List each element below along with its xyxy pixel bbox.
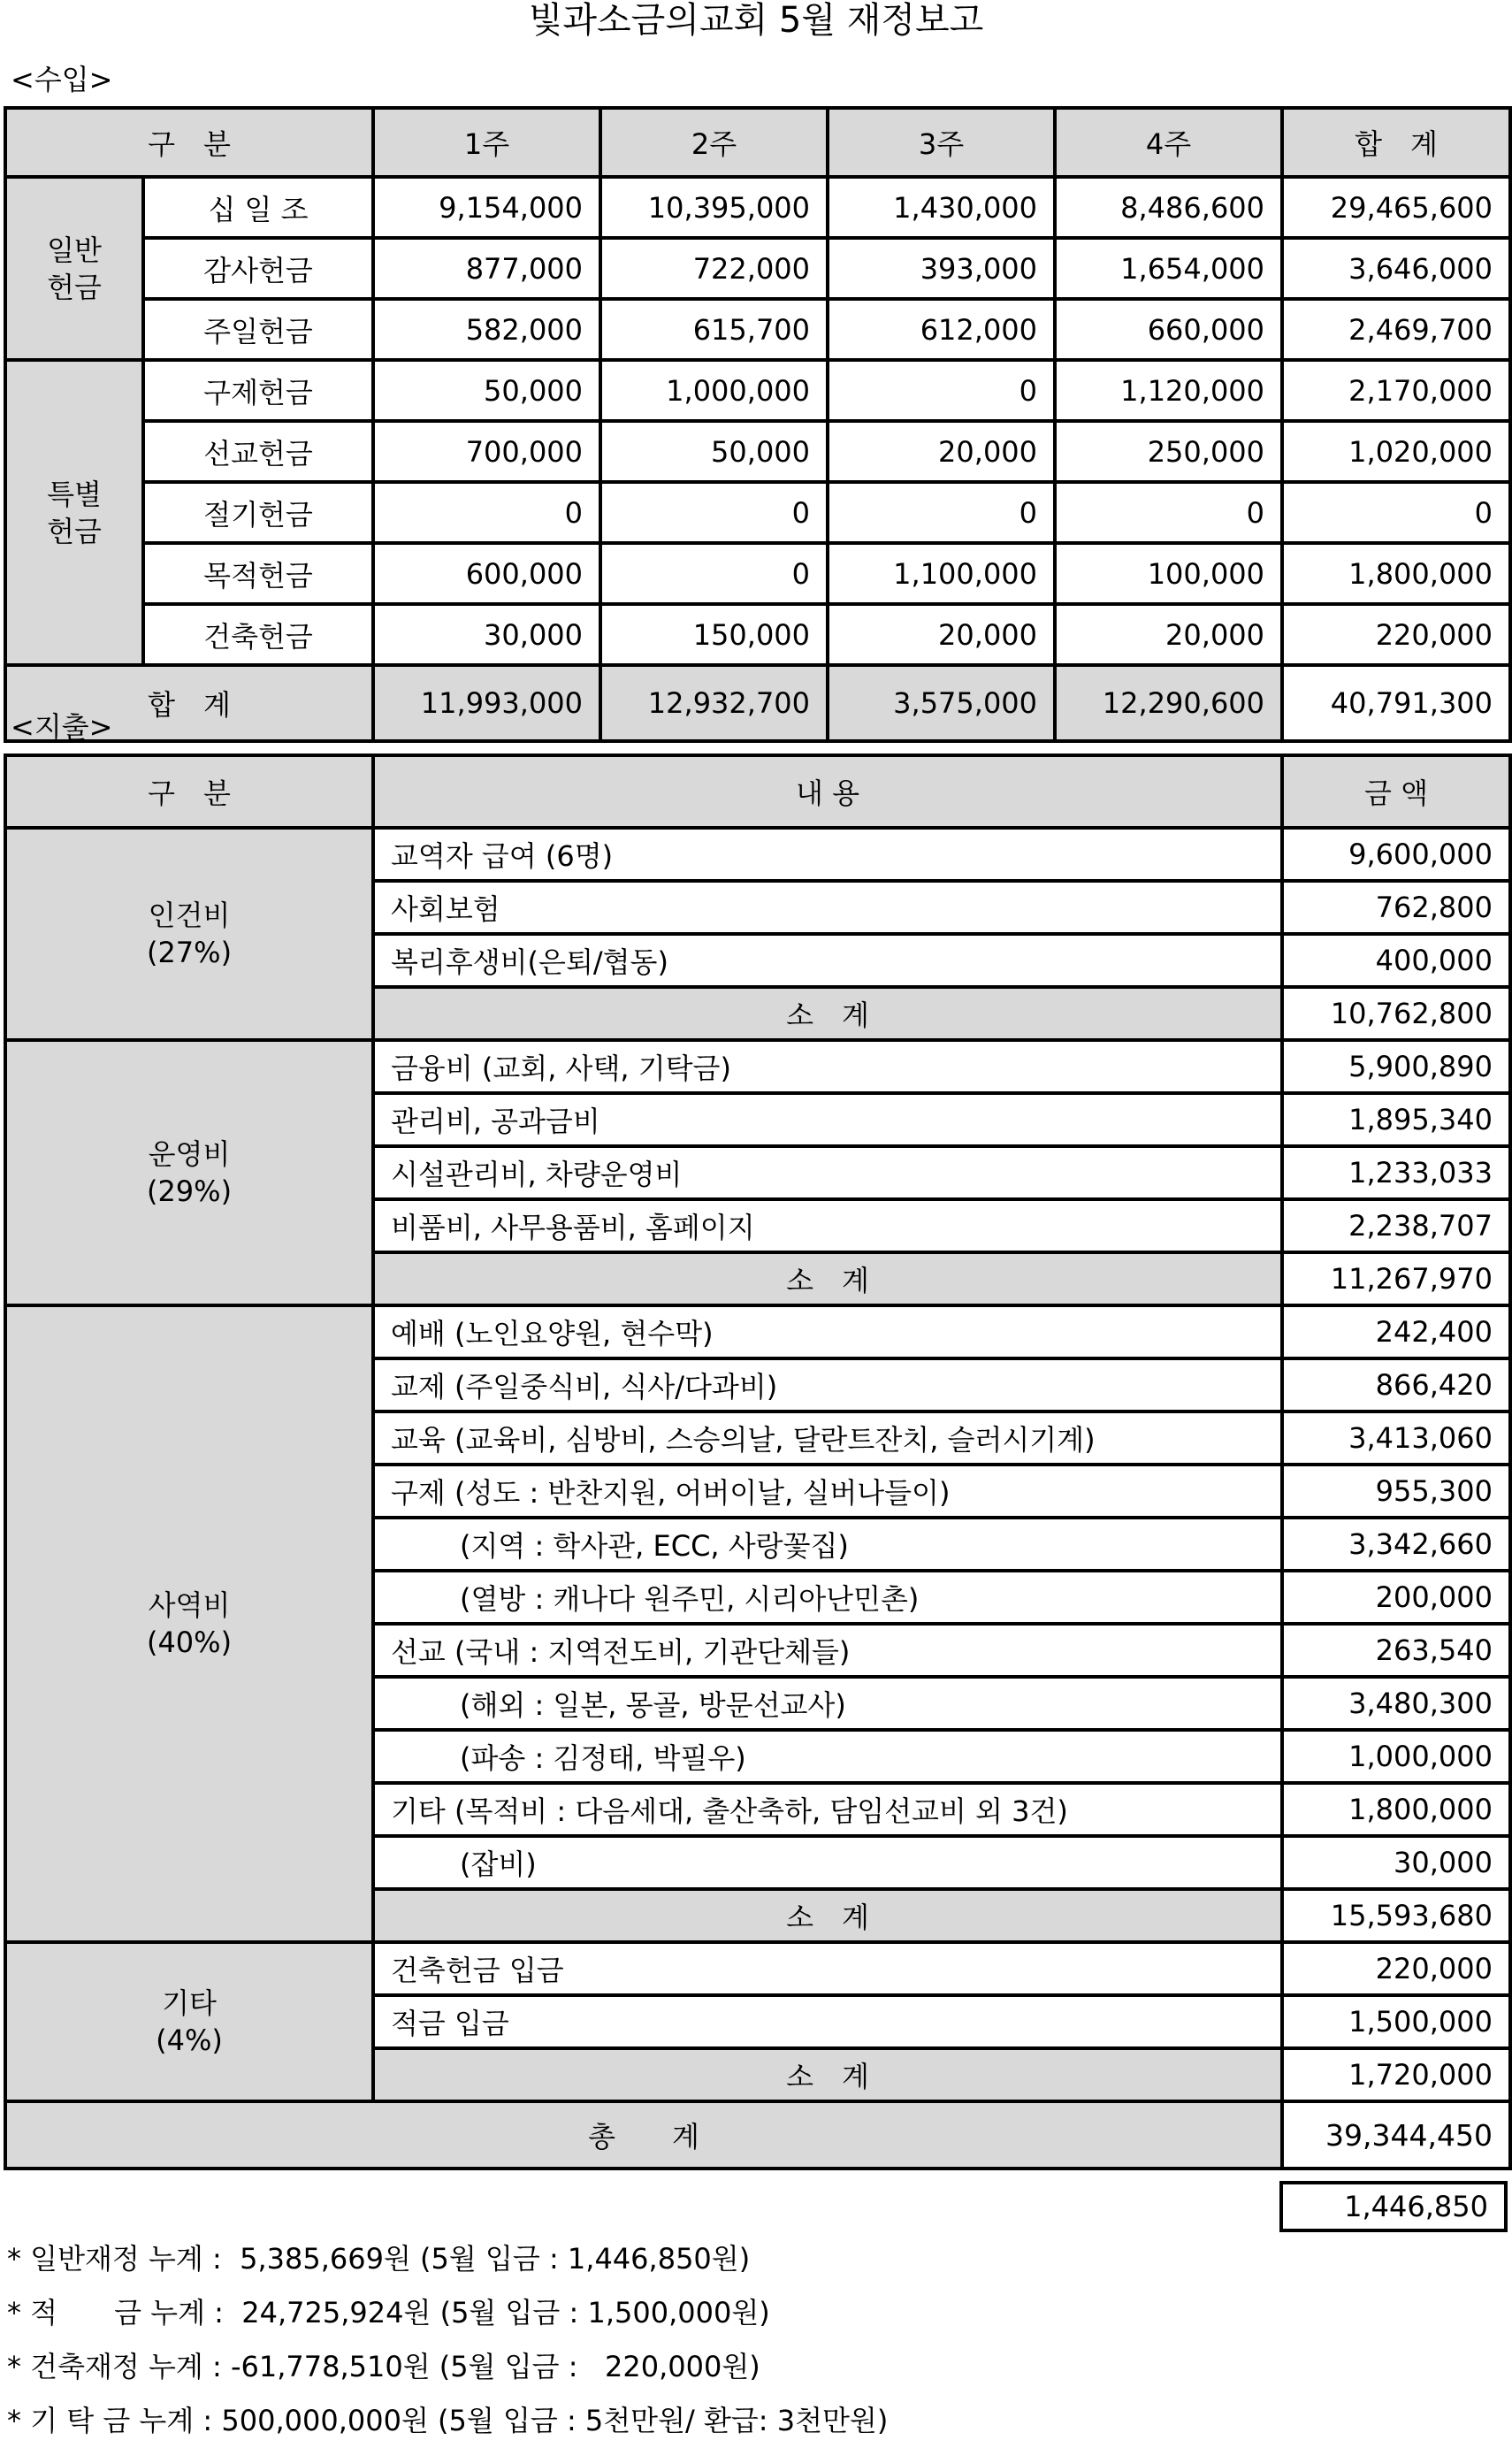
income-header-total: 합 계 <box>1282 108 1510 177</box>
income-row <box>5 421 1510 482</box>
income-row <box>5 177 1510 238</box>
note-building: * 건축재정 누계 : -61,778,510원 (5월 입금 : 220,000원) <box>7 2350 760 2383</box>
income-row-total: 2,469,700 <box>1282 299 1510 360</box>
income-header-w2: 2주 <box>600 108 828 177</box>
income-row <box>5 360 1510 421</box>
income-header-category: 구 분 <box>5 108 373 177</box>
expense-description: 교제 (주일중식비, 식사/다과비) <box>373 1358 1282 1411</box>
income-sum-w4: 12,290,600 <box>1055 665 1282 741</box>
income-row-total: 220,000 <box>1282 604 1510 665</box>
expense-subtotal-amount: 15,593,680 <box>1282 1889 1510 1942</box>
income-value-w2: 722,000 <box>600 238 828 299</box>
expense-description: (열방 : 캐나다 원주민, 시리아난민촌) <box>373 1571 1282 1624</box>
income-row <box>5 543 1510 604</box>
income-item-name: 십 일 조 <box>143 177 373 238</box>
expense-description: 복리후생비(은퇴/협동) <box>373 934 1282 987</box>
income-row <box>5 238 1510 299</box>
note-savings: * 적 금 누계 : 24,725,924원 (5월 입금 : 1,500,000원) <box>7 2296 770 2329</box>
note-deposit: * 기 탁 금 누계 : 500,000,000원 (5월 입금 : 5천만원/ 환급: 3천만원) <box>7 2404 889 2437</box>
expense-amount: 1,233,033 <box>1282 1146 1510 1199</box>
expense-group-label: 운영비 (29%) <box>5 1040 373 1305</box>
income-value-w1: 700,000 <box>373 421 600 482</box>
income-row-total: 3,646,000 <box>1282 238 1510 299</box>
income-item-name: 절기헌금 <box>143 482 373 543</box>
expense-subtotal-amount: 1,720,000 <box>1282 2048 1510 2101</box>
expense-header-content: 내 용 <box>373 755 1282 828</box>
expense-group-label: 기타 (4%) <box>5 1942 373 2101</box>
expense-group-label: 사역비 (40%) <box>5 1305 373 1942</box>
expense-description: 기타 (목적비 : 다음세대, 출산축하, 담임선교비 외 3건) <box>373 1783 1282 1836</box>
income-value-w2: 0 <box>600 482 828 543</box>
income-item-name: 선교헌금 <box>143 421 373 482</box>
expense-table <box>4 754 1512 2170</box>
notes <box>7 2232 888 2448</box>
page-title: 빛과소금의교회 5월 재정보고 <box>528 0 984 41</box>
income-row <box>5 299 1510 360</box>
income-row-total: 0 <box>1282 482 1510 543</box>
expense-section-label: <지출> <box>11 710 113 744</box>
expense-description: 교육 (교육비, 심방비, 스승의날, 달란트잔치, 슬러시기계) <box>373 1411 1282 1465</box>
expense-amount: 263,540 <box>1282 1624 1510 1677</box>
expense-amount: 1,500,000 <box>1282 1995 1510 2048</box>
income-header-w3: 3주 <box>828 108 1055 177</box>
expense-description: 금융비 (교회, 사택, 기탁금) <box>373 1040 1282 1093</box>
expense-amount: 866,420 <box>1282 1358 1510 1411</box>
expense-grand-total-amount: 39,344,450 <box>1282 2101 1510 2169</box>
note-general: * 일반재정 누계 : 5,385,669원 (5월 입금 : 1,446,850원) <box>7 2242 751 2276</box>
income-value-w2: 50,000 <box>600 421 828 482</box>
expense-amount: 400,000 <box>1282 934 1510 987</box>
expense-amount: 955,300 <box>1282 1465 1510 1518</box>
expense-amount: 2,238,707 <box>1282 1199 1510 1252</box>
income-value-w1: 0 <box>373 482 600 543</box>
expense-header-category: 구 분 <box>5 755 373 828</box>
income-value-w4: 0 <box>1055 482 1282 543</box>
income-section-label: <수입> <box>11 63 113 96</box>
income-value-w3: 20,000 <box>828 604 1055 665</box>
expense-subtotal-label: 소 계 <box>373 1252 1282 1305</box>
expense-amount: 762,800 <box>1282 881 1510 934</box>
income-value-w3: 1,430,000 <box>828 177 1055 238</box>
income-value-w4: 8,486,600 <box>1055 177 1282 238</box>
income-sum-w2: 12,932,700 <box>600 665 828 741</box>
expense-amount: 5,900,890 <box>1282 1040 1510 1093</box>
expense-description: 건축헌금 입금 <box>373 1942 1282 1995</box>
expense-description: (잡비) <box>373 1836 1282 1889</box>
income-item-name: 감사헌금 <box>143 238 373 299</box>
income-value-w3: 1,100,000 <box>828 543 1055 604</box>
expense-description: (해외 : 일본, 몽골, 방문선교사) <box>373 1677 1282 1730</box>
income-value-w4: 100,000 <box>1055 543 1282 604</box>
expense-row <box>5 1942 1510 1995</box>
expense-description: 예배 (노인요양원, 현수막) <box>373 1305 1282 1358</box>
expense-row <box>5 1305 1510 1358</box>
income-sum-row <box>5 665 1510 741</box>
balance-box: 1,446,850 <box>1279 2181 1508 2232</box>
income-header-w1: 1주 <box>373 108 600 177</box>
income-item-name: 목적헌금 <box>143 543 373 604</box>
income-value-w3: 0 <box>828 360 1055 421</box>
income-value-w3: 612,000 <box>828 299 1055 360</box>
income-row-total: 2,170,000 <box>1282 360 1510 421</box>
expense-description: 시설관리비, 차량운영비 <box>373 1146 1282 1199</box>
expense-grand-total-row <box>5 2101 1510 2169</box>
income-value-w4: 1,120,000 <box>1055 360 1282 421</box>
expense-amount: 30,000 <box>1282 1836 1510 1889</box>
income-value-w1: 9,154,000 <box>373 177 600 238</box>
income-item-name: 주일헌금 <box>143 299 373 360</box>
income-sum-label: 합 계 <box>5 665 373 741</box>
income-row-total: 29,465,600 <box>1282 177 1510 238</box>
income-value-w4: 1,654,000 <box>1055 238 1282 299</box>
expense-description: 구제 (성도 : 반찬지원, 어버이날, 실버나들이) <box>373 1465 1282 1518</box>
income-row <box>5 482 1510 543</box>
expense-description: 사회보험 <box>373 881 1282 934</box>
expense-description: 적금 입금 <box>373 1995 1282 2048</box>
expense-description: (파송 : 김정태, 박필우) <box>373 1730 1282 1783</box>
expense-amount: 3,342,660 <box>1282 1518 1510 1571</box>
expense-description: 선교 (국내 : 지역전도비, 기관단체들) <box>373 1624 1282 1677</box>
income-value-w4: 250,000 <box>1055 421 1282 482</box>
income-group-label: 일반 헌금 <box>5 177 143 360</box>
income-value-w4: 660,000 <box>1055 299 1282 360</box>
income-header-row <box>5 108 1510 177</box>
expense-amount: 1,000,000 <box>1282 1730 1510 1783</box>
expense-grand-total-label: 총 계 <box>5 2101 1282 2169</box>
income-value-w1: 600,000 <box>373 543 600 604</box>
expense-header-amount: 금 액 <box>1282 755 1510 828</box>
expense-subtotal-label: 소 계 <box>373 987 1282 1040</box>
income-group-label: 특별 헌금 <box>5 360 143 665</box>
expense-amount: 242,400 <box>1282 1305 1510 1358</box>
expense-subtotal-amount: 10,762,800 <box>1282 987 1510 1040</box>
expense-description: 비품비, 사무용품비, 홈페이지 <box>373 1199 1282 1252</box>
income-value-w3: 0 <box>828 482 1055 543</box>
expense-group-label: 인건비 (27%) <box>5 828 373 1040</box>
income-sum-w3: 3,575,000 <box>828 665 1055 741</box>
expense-row <box>5 1040 1510 1093</box>
expense-subtotal-label: 소 계 <box>373 1889 1282 1942</box>
income-value-w2: 615,700 <box>600 299 828 360</box>
income-value-w3: 20,000 <box>828 421 1055 482</box>
expense-amount: 1,800,000 <box>1282 1783 1510 1836</box>
income-value-w1: 877,000 <box>373 238 600 299</box>
expense-description: (지역 : 학사관, ECC, 사랑꽃집) <box>373 1518 1282 1571</box>
income-sum-total: 40,791,300 <box>1282 665 1510 741</box>
income-item-name: 구제헌금 <box>143 360 373 421</box>
expense-amount: 3,413,060 <box>1282 1411 1510 1465</box>
expense-amount: 1,895,340 <box>1282 1093 1510 1146</box>
income-item-name: 건축헌금 <box>143 604 373 665</box>
expense-amount: 9,600,000 <box>1282 828 1510 881</box>
income-value-w1: 30,000 <box>373 604 600 665</box>
income-value-w3: 393,000 <box>828 238 1055 299</box>
expense-row <box>5 828 1510 881</box>
income-value-w2: 150,000 <box>600 604 828 665</box>
income-row-total: 1,020,000 <box>1282 421 1510 482</box>
expense-header-row <box>5 755 1510 828</box>
expense-description: 관리비, 공과금비 <box>373 1093 1282 1146</box>
income-table <box>4 106 1512 743</box>
income-value-w1: 582,000 <box>373 299 600 360</box>
expense-amount: 220,000 <box>1282 1942 1510 1995</box>
income-value-w2: 1,000,000 <box>600 360 828 421</box>
income-row-total: 1,800,000 <box>1282 543 1510 604</box>
income-value-w2: 0 <box>600 543 828 604</box>
expense-amount: 3,480,300 <box>1282 1677 1510 1730</box>
income-sum-w1: 11,993,000 <box>373 665 600 741</box>
income-row <box>5 604 1510 665</box>
expense-subtotal-amount: 11,267,970 <box>1282 1252 1510 1305</box>
income-value-w1: 50,000 <box>373 360 600 421</box>
expense-description: 교역자 급여 (6명) <box>373 828 1282 881</box>
expense-subtotal-label: 소 계 <box>373 2048 1282 2101</box>
income-value-w4: 20,000 <box>1055 604 1282 665</box>
income-header-w4: 4주 <box>1055 108 1282 177</box>
expense-amount: 200,000 <box>1282 1571 1510 1624</box>
income-value-w2: 10,395,000 <box>600 177 828 238</box>
